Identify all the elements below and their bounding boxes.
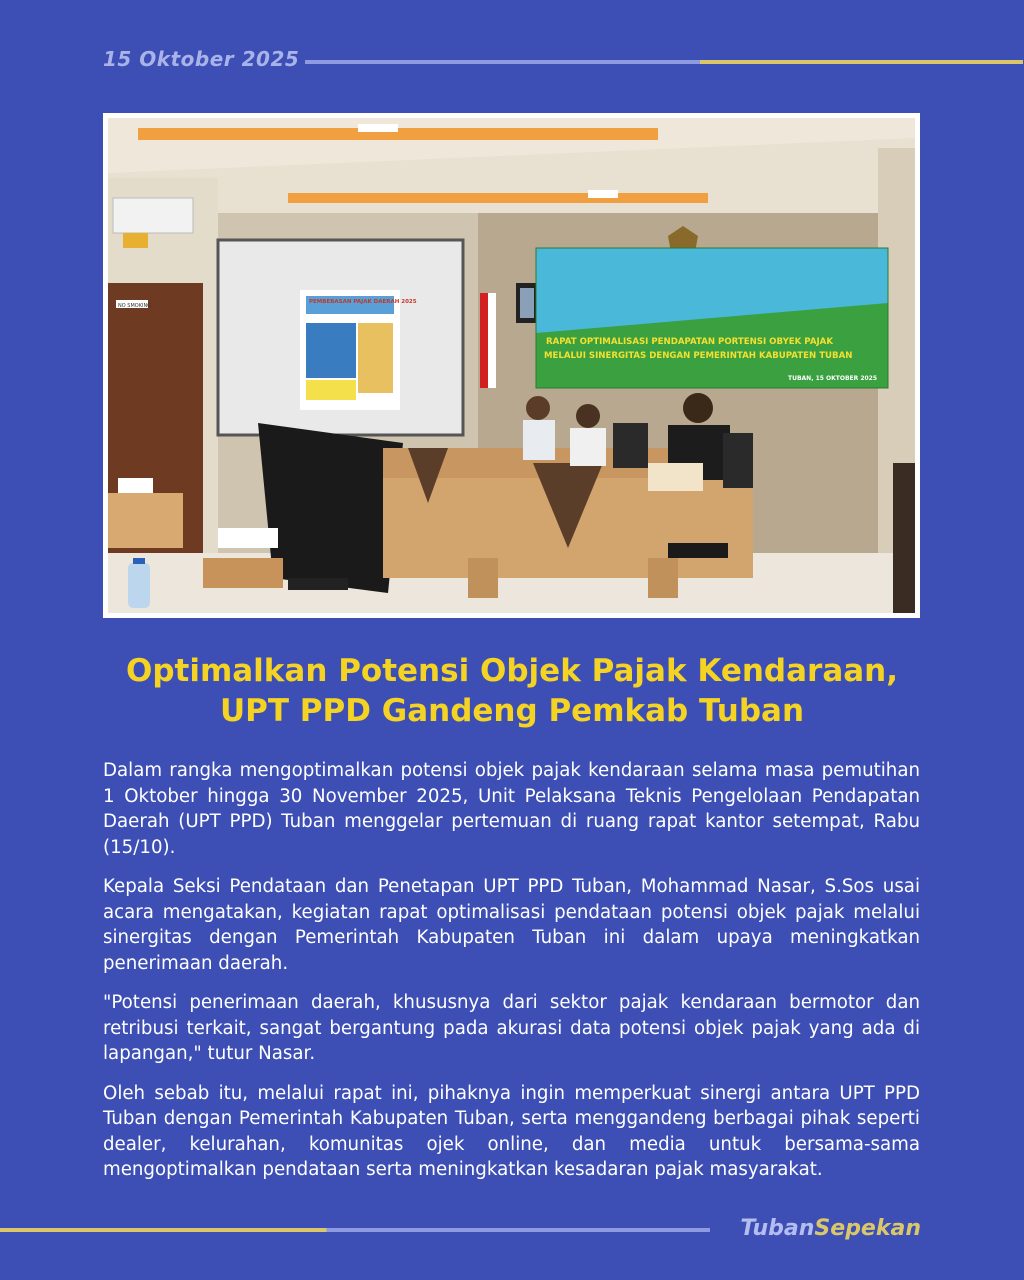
date-label: 15 Oktober 2025 [103, 47, 300, 71]
article-title [80, 651, 944, 731]
svg-text:MELALUI SINERGITAS DENGAN PEME: MELALUI SINERGITAS DENGAN PEMERINTAH KABUPATEN TUBAN [544, 351, 853, 361]
article-paragraph: Oleh sebab itu, melalui rapat ini, pihaknya ingin memperkuat sinergi antara UPT PPD Tuban dengan Pemerintah Kabupaten Tuban, serta menggandeng berbagai pihak seperti dealer, kelurahan, komunitas ojek online, dan media untuk bersama-sama mengoptimalkan pendataan serta meningkatkan kesadaran pajak masyarakat. [103, 1082, 920, 1180]
brand-name-part-2: Sepekan [814, 1216, 921, 1241]
svg-text:TUBAN, 15 OKTOBER 2025: TUBAN, 15 OKTOBER 2025 [788, 375, 878, 382]
svg-text:PEMBEBASAN PAJAK DAERAH 2025: PEMBEBASAN PAJAK DAERAH 2025 [309, 299, 417, 305]
article-paragraph: Dalam rangka mengoptimalkan potensi objek pajak kendaraan selama masa pemutihan 1 Oktober hingga 30 November 2025, Unit Pelaksana Teknis Pengelolaan Pendapatan Daerah (UPT PPD) Tuban menggelar pertemuan di ruang rapat kantor setempat, Rabu (15/10). [103, 760, 920, 858]
article-body [103, 758, 920, 1197]
top-divider [305, 60, 1023, 64]
svg-text:NO SMOKING: NO SMOKING [118, 303, 152, 309]
article-title-line-1: Optimalkan Potensi Objek Pajak Kendaraan, [125, 653, 899, 689]
svg-text:RAPAT OPTIMALISASI PENDAPATAN: RAPAT OPTIMALISASI PENDAPATAN PORTENSI OBYEK PAJAK [546, 337, 833, 347]
meeting-room-photo [108, 118, 915, 613]
brand-name-part-1: Tuban [740, 1216, 815, 1241]
article-title-line-2: UPT PPD Gandeng Pemkab Tuban [219, 693, 805, 729]
bottom-divider [0, 1228, 710, 1232]
article-paragraph: Kepala Seksi Pendataan dan Penetapan UPT PPD Tuban, Mohammad Nasar, S.Sos usai acara mengatakan, kegiatan rapat optimalisasi pendataan potensi objek pajak melalui sinergitas dengan Pemerintah Kabupaten Tuban ini dalam upaya meningkatkan penerimaan daerah. [103, 876, 920, 974]
article-paragraph: "Potensi penerimaan daerah, khususnya dari sektor pajak kendaraan bermotor dan retribusi terkait, sangat bergantung pada akurasi data potensi objek pajak yang ada di lapangan," tutur Nasar. [103, 992, 920, 1064]
meeting-photo-frame [103, 113, 920, 618]
brand-logo [740, 1216, 921, 1241]
